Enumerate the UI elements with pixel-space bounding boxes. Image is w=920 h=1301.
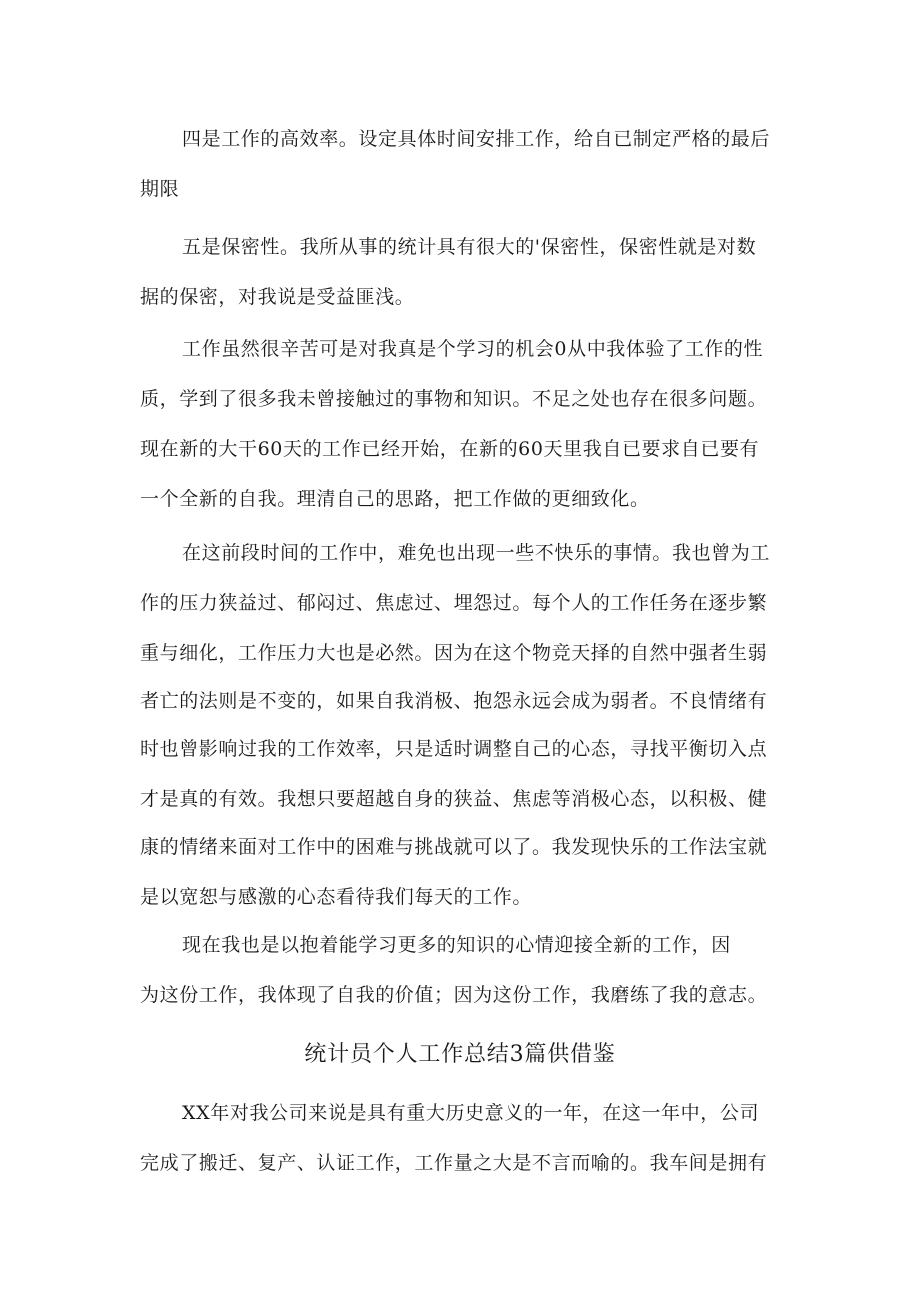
closing-line-1: 现在我也是以抱着能学习更多的知识的心情迎接全新的工作，因	[182, 934, 731, 956]
summary-line-2: 质，学到了很多我未曾接触过的事物和知识。不足之处也存在很多问题。	[140, 388, 768, 410]
reflection-line-2: 作的压力狭益过、郁闷过、焦虑过、埋怨过。每个人的工作任务在逐步繁	[140, 592, 768, 614]
summary-line-4: 一个全新的自我。理清自己的思路，把工作做的更细致化。	[140, 488, 650, 510]
next-paragraph-line-1: XX年对我公司来说是具有重大历史意义的一年，在这一年中，公司	[182, 1102, 760, 1124]
reflection-line-3: 重与细化，工作压力大也是必然。因为在这个物竞天择的自然中强者生弱	[140, 642, 768, 664]
section-heading: 统计员个人工作总结3篇供借鉴	[304, 1042, 616, 1067]
next-paragraph-line-2: 完成了搬迁、复产、认证工作，工作量之大是不言而喻的。我车间是拥有	[140, 1152, 768, 1174]
reflection-line-5: 时也曾影响过我的工作效率，只是适时调整自己的心态，寻找平衡切入点	[140, 738, 768, 760]
paragraph-4-line-1: 四是工作的高效率。设定具体时间安排工作，给自已制定严格的最后	[182, 128, 771, 150]
summary-line-3: 现在新的大干60天的工作已经开始，在新的60天里我自已要求自已要有	[140, 438, 760, 460]
paragraph-5-line-2: 据的保密，对我说是受益匪浅。	[140, 286, 415, 308]
reflection-line-6: 才是真的有效。我想只要超越自身的狭益、焦虑等消极心态，以积极、健	[140, 788, 768, 810]
reflection-line-4: 者亡的法则是不变的，如果自我消极、抱怨永远会成为弱者。不良情绪有	[140, 690, 768, 712]
reflection-line-7: 康的情绪来面对工作中的困难与挑战就可以了。我发现快乐的工作法宝就	[140, 836, 768, 858]
closing-line-2: 为这份工作，我体现了自我的价值；因为这份工作，我磨练了我的意志。	[140, 984, 768, 1006]
paragraph-5-line-1: 五是保密性。我所从事的统计具有很大的'保密性，保密性就是对数	[182, 236, 757, 258]
paragraph-4-line-2: 期限	[140, 178, 180, 200]
reflection-line-8: 是以宽恕与感激的心态看待我们每天的工作。	[140, 886, 533, 908]
reflection-line-1: 在这前段时间的工作中，难免也出现一些不快乐的事情。我也曾为工	[182, 542, 771, 564]
summary-line-1: 工作虽然很辛苦可是对我真是个学习的机会0从中我体验了工作的性	[182, 338, 764, 360]
